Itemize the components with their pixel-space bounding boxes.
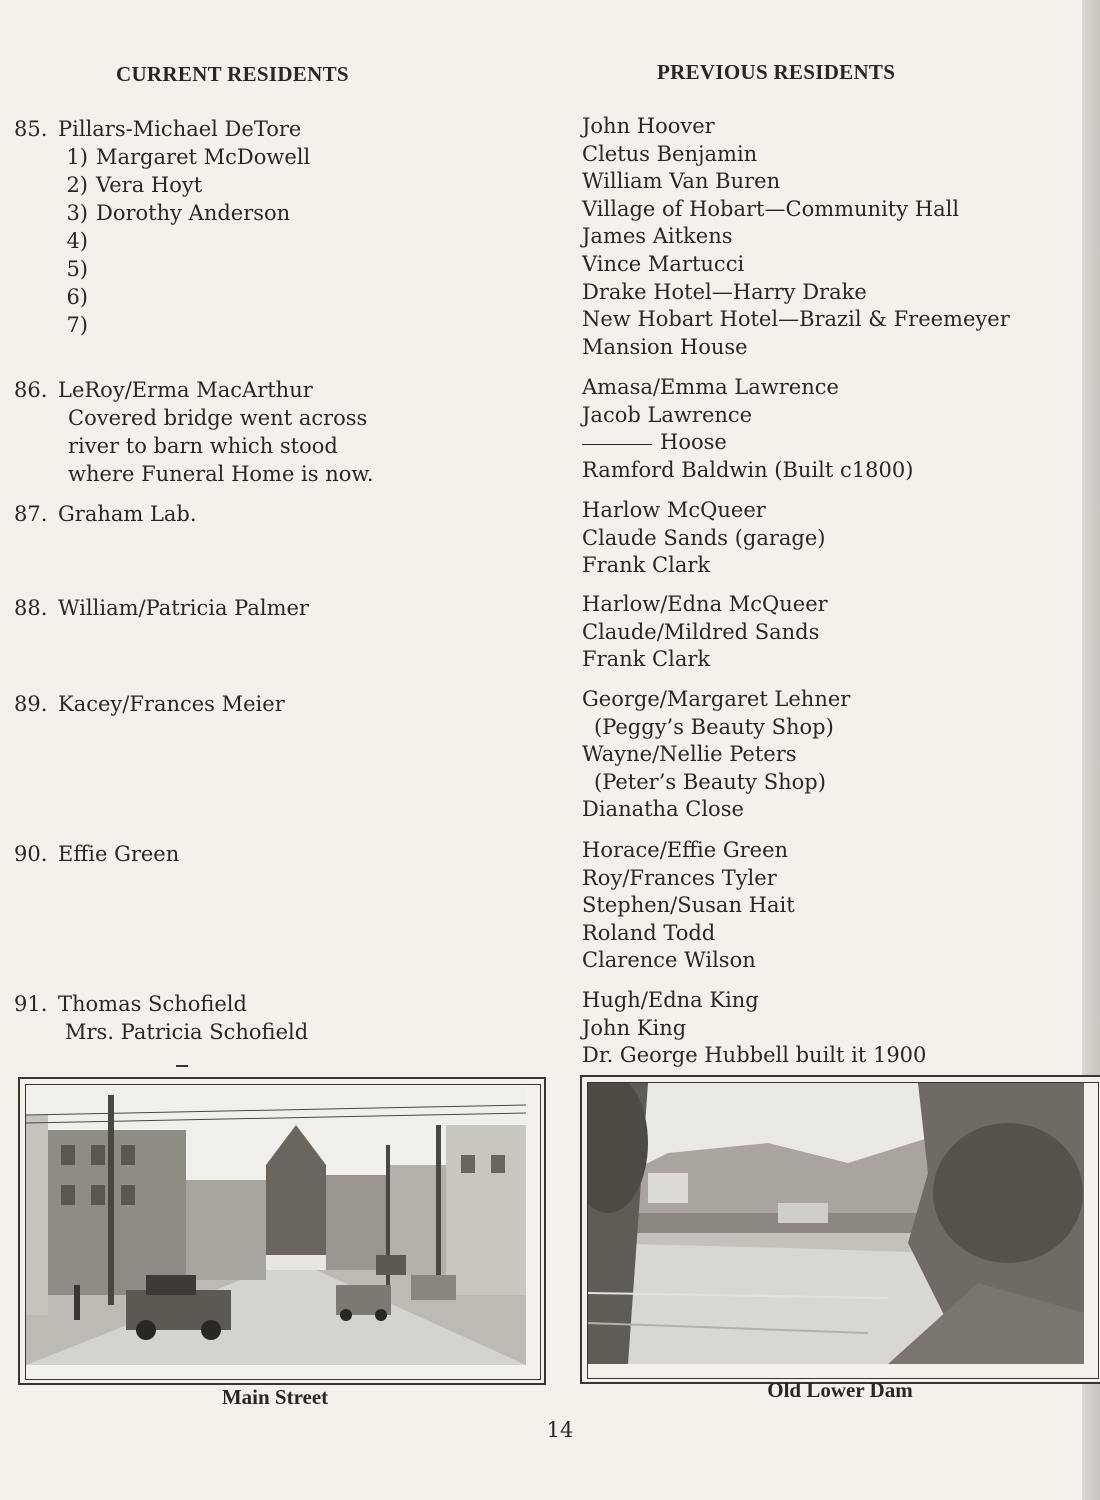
list-item: 5) [66, 257, 88, 281]
entry-86-previous [582, 374, 1072, 484]
current-resident: Kacey/Frances Meier [58, 692, 285, 716]
previous-resident-note: (Peter’s Beauty Shop) [594, 769, 826, 794]
entry-number: 87. [14, 502, 48, 526]
previous-resident: Claude Sands (garage) [582, 525, 826, 550]
entry-number: 91. [14, 992, 48, 1016]
current-resident: William/Patricia Palmer [58, 596, 309, 620]
previous-resident: Dianatha Close [582, 797, 744, 822]
previous-resident: Drake Hotel—Harry Drake [582, 279, 867, 304]
entry-number: 89. [14, 692, 48, 716]
previous-resident: Vince Martucci [582, 251, 745, 276]
list-item: 3) Dorothy Anderson [66, 201, 291, 225]
previous-resident: John Hoover [582, 114, 715, 138]
previous-resident: Wayne/Nellie Peters [582, 742, 797, 767]
old-lower-dam-illustration [588, 1083, 1084, 1364]
previous-resident: Harlow/Edna McQueer [582, 592, 828, 616]
old-lower-dam-caption: Old Lower Dam [767, 1378, 913, 1402]
entry-91-previous [582, 987, 1072, 1070]
list-item: 1) Margaret McDowell [66, 145, 311, 169]
previous-resident: Amasa/Emma Lawrence [582, 375, 839, 399]
previous-resident: Stephen/Susan Hait [582, 893, 795, 918]
previous-resident-note: (Peggy’s Beauty Shop) [594, 714, 834, 739]
current-resident: Thomas Schofield [58, 992, 247, 1016]
note-line: Covered bridge went across [68, 406, 368, 430]
current-resident: Pillars-Michael DeTore [58, 117, 302, 141]
current-resident: LeRoy/Erma MacArthur [58, 378, 313, 402]
old-lower-dam-image [587, 1082, 1099, 1379]
entry-88-previous [582, 591, 1072, 674]
note-line: river to barn which stood [68, 434, 338, 458]
previous-resident: Roland Todd [582, 920, 716, 945]
heading-current-residents: CURRENT RESIDENTS [116, 62, 349, 86]
main-street-photo [18, 1077, 546, 1385]
current-resident-second: Mrs. Patricia Schofield [65, 1020, 309, 1044]
previous-resident: Clarence Wilson [582, 948, 756, 973]
previous-resident: Cletus Benjamin [582, 141, 758, 166]
entry-number: 88. [14, 596, 48, 620]
entry-89-previous [582, 686, 1072, 824]
previous-resident: Claude/Mildred Sands [582, 619, 820, 644]
blank-line [582, 444, 652, 445]
current-resident: Graham Lab. [58, 502, 197, 526]
stray-mark [176, 1065, 188, 1067]
old-lower-dam-photo [580, 1075, 1100, 1384]
previous-resident: Village of Hobart—Community Hall [582, 196, 960, 221]
previous-resident: Mansion House [582, 334, 748, 359]
previous-resident: George/Margaret Lehner [582, 687, 851, 711]
main-street-illustration [26, 1085, 526, 1365]
previous-resident: Jacob Lawrence [582, 402, 753, 427]
previous-resident: Hugh/Edna King [582, 988, 759, 1012]
entry-90-current [14, 840, 554, 868]
previous-resident: Dr. George Hubbell built it 1900 [582, 1043, 927, 1068]
heading-previous-residents: PREVIOUS RESIDENTS [657, 60, 896, 84]
previous-resident-hoose: Hoose [582, 429, 1072, 457]
main-street-image [25, 1084, 541, 1380]
list-item: 6) [66, 285, 88, 309]
previous-resident: Horace/Effie Green [582, 838, 789, 862]
current-resident: Effie Green [58, 842, 180, 866]
entry-91-current [14, 990, 554, 1046]
previous-resident: Harlow McQueer [582, 498, 766, 522]
entry-number: 90. [14, 842, 48, 866]
entry-86-current [14, 376, 554, 488]
entry-number: 85. [14, 117, 48, 141]
previous-resident: Frank Clark [582, 647, 711, 672]
main-street-caption: Main Street [221, 1385, 329, 1409]
entry-87-current [14, 500, 554, 528]
entry-88-current [14, 594, 554, 622]
list-item: 4) [66, 229, 88, 253]
entry-87-previous [582, 497, 1072, 580]
previous-resident: Roy/Frances Tyler [582, 865, 777, 890]
entry-number: 86. [14, 378, 48, 402]
list-item: 2) Vera Hoyt [66, 173, 203, 197]
entry-85-current [14, 115, 554, 339]
entry-89-current [14, 690, 554, 718]
entry-85-previous [582, 113, 1072, 361]
entry-90-previous [582, 837, 1072, 975]
page-number: 14 [546, 1418, 574, 1442]
previous-resident: New Hobart Hotel—Brazil & Freemeyer [582, 307, 1010, 332]
list-item: 7) [66, 313, 88, 337]
previous-resident: James Aitkens [582, 224, 733, 249]
previous-resident: William Van Buren [582, 169, 781, 194]
note-line: where Funeral Home is now. [68, 462, 374, 486]
previous-resident: Frank Clark [582, 553, 711, 578]
previous-resident: Ramford Baldwin (Built c1800) [582, 457, 914, 482]
previous-resident: John King [582, 1015, 687, 1040]
